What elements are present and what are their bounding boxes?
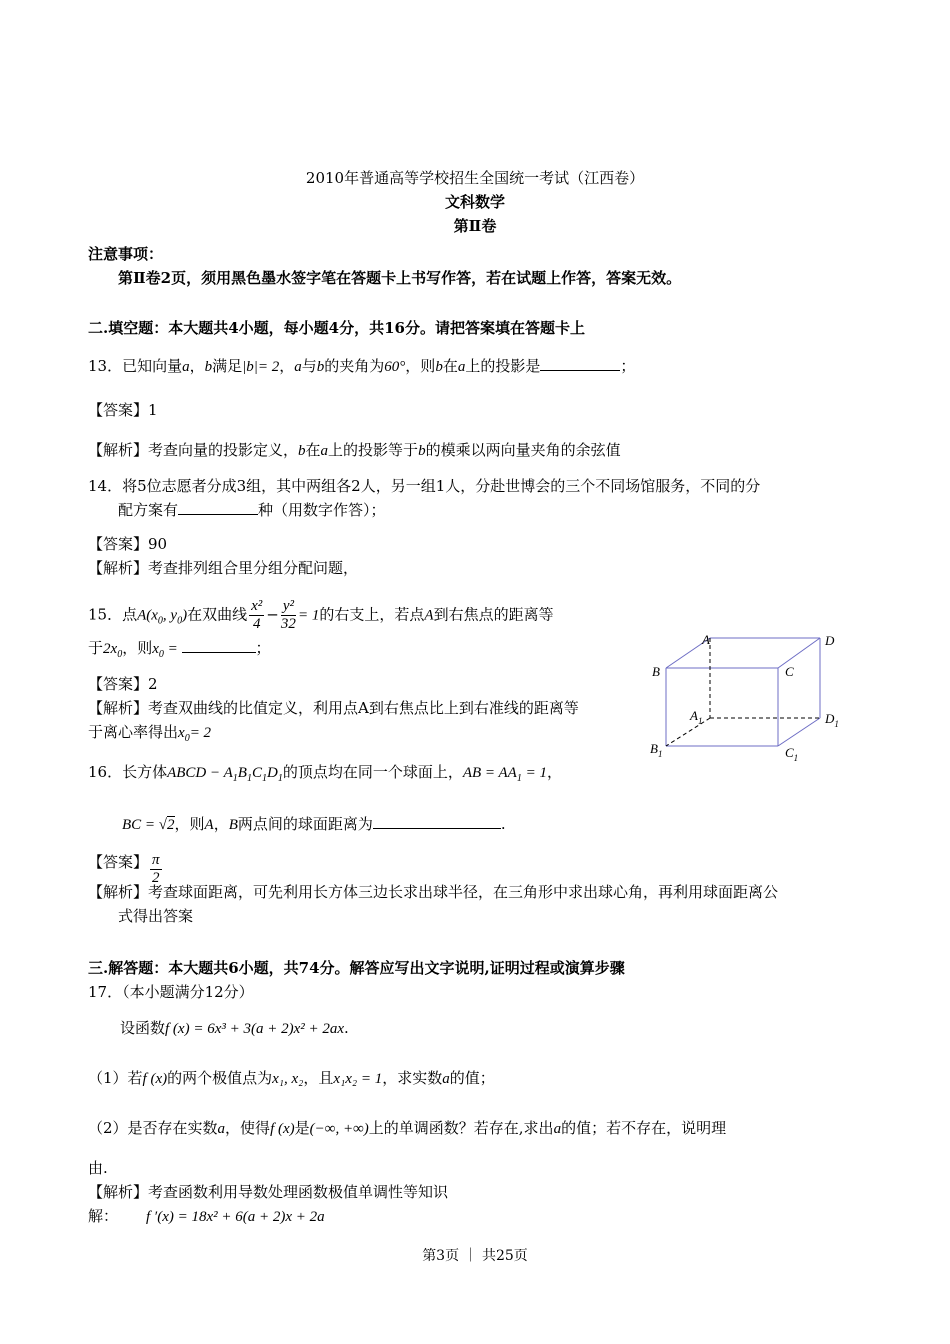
norm-b: |b|= 2	[242, 359, 280, 375]
q15-answer: 【答案】2	[88, 675, 158, 693]
vertex-label-d: D	[825, 633, 835, 648]
cuboid-figure	[640, 628, 860, 768]
vertex-label-a: A	[702, 632, 710, 647]
q16-analysis-2: 式得出答案	[118, 907, 194, 925]
q14-line1: 14．将5位志愿者分成3组，其中两组各2人，另一组1人，分赴世博会的三个不同场馆服务，不同的分	[88, 477, 761, 495]
q17-part2: （2）是否存在实数a，使得f (x)是(−∞, +∞)上的单调函数？若存在,求出a的值；若不存在，说明理	[88, 1119, 727, 1137]
answer-blank	[178, 500, 258, 515]
q13-analysis: 【解析】考查向量的投影定义，b在a上的投影等于b的模乘以两向量夹角的余弦值	[88, 441, 621, 459]
q14-line2: 配方案有 种（用数字作答）；	[118, 501, 386, 519]
notice-text: 第Ⅱ卷2页，须用黑色墨水签字笔在答题卡上书写作答，若在试题上作答，答案无效。	[118, 269, 682, 287]
sqrt-sign: √	[158, 817, 168, 833]
fraction-x2-4: $\frac{\text{x²}}{4}$	[251, 598, 263, 632]
q16-line1: 16．长方体ABCD − $A_1B_1C_1D_1$的顶点均在同一个球面上，AB = $AA_1 = 1$，	[88, 763, 562, 784]
paper-title: 2010年普通高等学校招生全国统一考试（江西卷）	[305, 169, 645, 187]
page-footer: 第3页 ｜ 共25页	[422, 1248, 528, 1264]
paper-subject: 文科数学	[444, 193, 505, 211]
q17-analysis: 【解析】考查函数利用导数处理函数极值单调性等知识	[88, 1183, 449, 1201]
q17-solution: 解： f ′(x) = 18x² + 6(a + 2)x + 2a	[88, 1207, 325, 1225]
answer-blank	[182, 638, 256, 653]
q15-analysis-1: 【解析】考查双曲线的比值定义，利用点A到右焦点比上到右准线的距离等	[88, 699, 579, 717]
q17-part1: （1）若f (x)的两个极值点为x₁, x₂，且x₁x₂ = 1，求实数a的值；	[88, 1069, 495, 1087]
q15-line2: 于$2x_0$，则$x_0$ = ；	[88, 639, 271, 660]
q17-header: 17．（本小题满分12分）	[88, 983, 254, 1001]
angle: 60°	[384, 359, 406, 375]
paper-volume: 第Ⅱ卷	[453, 217, 497, 235]
vertex-label-d1: $D_1$	[825, 711, 839, 729]
vertex-label-b: B	[652, 664, 660, 679]
vector-a: a	[182, 359, 190, 375]
q16-answer: 【答案】 $\frac{\pi}{2}$	[88, 852, 160, 886]
fraction-y2-32: $\frac{\text{y²}}{32}$	[280, 598, 296, 632]
section2-heading: 二.填空题：本大题共4小题，每小题4分，共16分。请把答案填在答题卡上	[88, 319, 585, 337]
edge-c1-d1	[778, 718, 820, 746]
vertex-label-b1: $B_1$	[650, 741, 663, 759]
q14-answer: 【答案】90	[88, 535, 168, 553]
section3-heading: 三.解答题：本大题共6小题，共74分。解答应写出文字说明,证明过程或演算步骤	[88, 959, 625, 977]
q17-definition: 设函数f (x) = 6x³ + 3(a + 2)x² + 2ax.	[120, 1019, 349, 1037]
hidden-edge-a1-b1	[666, 718, 710, 746]
q13-answer: 【答案】1	[88, 401, 158, 419]
vector-b: b	[204, 359, 213, 375]
answer-blank	[540, 356, 620, 371]
vertex-label-c: C	[785, 664, 794, 679]
q14-analysis: 【解析】考查排列组合里分组分配问题，	[88, 559, 359, 577]
vertex-label-a1: $A_1$	[690, 708, 703, 726]
q16-analysis-1: 【解析】考查球面距离，可先利用长方体三边长求出球半径，在三角形中求出球心角，再利用球面距离公	[88, 883, 779, 901]
q15-analysis-2: 于离心率得出$x_0= 2$	[88, 723, 212, 744]
q15-line1: 15．点$A(x_0$, $y_0$)在双曲线 $\frac{\text{x²}}{4}$ − $\frac{\text{y²}}{32}$ = 1的右支上，若点A到右焦点的距离等	[88, 598, 554, 632]
q13-stem: 13．已知向量a，b满足|b|= 2，a与b的夹角为60°，则b在a上的投影是 ；	[88, 357, 636, 375]
vertex-label-c1: $C_1$	[785, 745, 799, 763]
q17-part2-cont: 由.	[88, 1159, 108, 1177]
answer-blank	[373, 814, 501, 829]
q16-line2: BC = √2，则A，B两点间的球面距离为 .	[122, 815, 506, 833]
notice-heading: 注意事项：	[88, 245, 164, 263]
